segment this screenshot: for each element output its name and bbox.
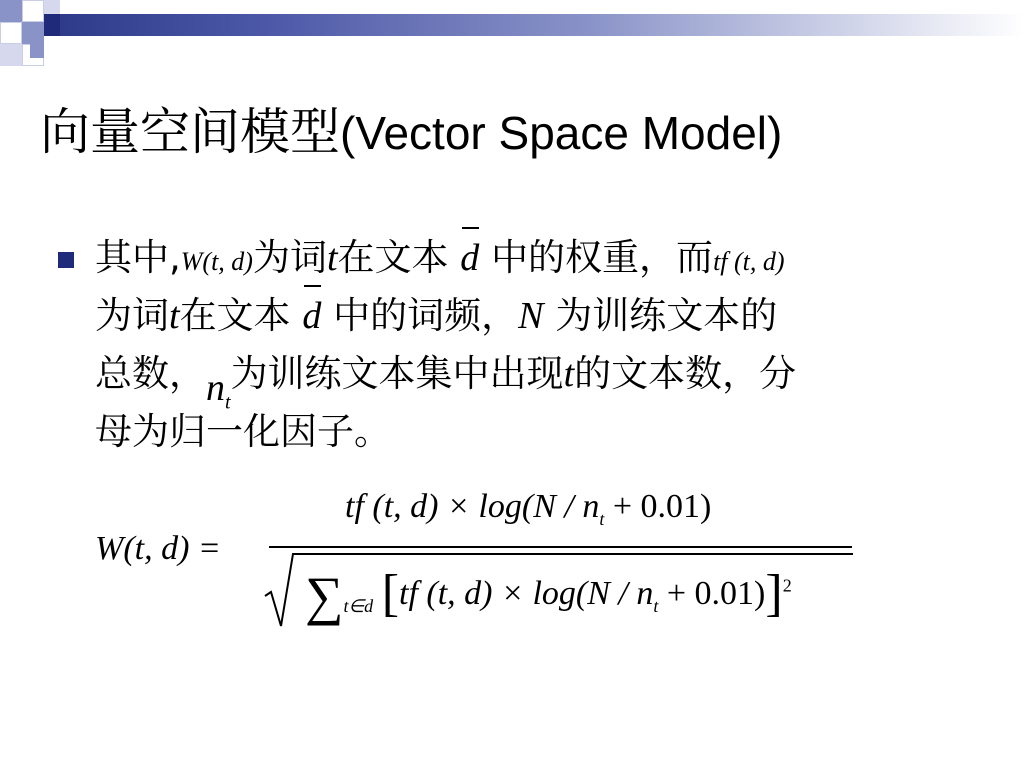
math-t: t xyxy=(563,353,575,395)
math-vector-d: d xyxy=(302,287,321,345)
text-segment: 在文本 xyxy=(337,236,449,279)
sum-symbol: ∑ xyxy=(305,566,344,626)
numerator-text: tf (t, d) × log(N / n xyxy=(345,488,600,525)
deco-square xyxy=(44,14,60,36)
text-segment: 中的词频， xyxy=(333,294,519,337)
text-segment: 其中, xyxy=(95,236,181,279)
deco-square xyxy=(0,44,22,66)
fraction-bar xyxy=(269,546,852,548)
math-n: n xyxy=(206,367,225,409)
deco-square xyxy=(0,22,22,44)
text-segment: 中的权重，而 xyxy=(491,236,714,279)
text-segment: 母为归一化因子。 xyxy=(95,410,391,453)
title-english: (Vector Space Model) xyxy=(340,107,783,159)
formula-numerator xyxy=(345,488,711,530)
numerator-sub: t xyxy=(599,508,605,529)
exponent: 2 xyxy=(782,575,792,596)
formula-denominator xyxy=(305,564,792,627)
math-n-sub: t xyxy=(225,391,231,414)
math-w-td: W(t, d) xyxy=(180,247,253,276)
math-N: N xyxy=(518,295,544,337)
body-paragraph xyxy=(95,229,975,461)
text-segment: 为训练文本集中出现 xyxy=(230,352,564,395)
bracket-open: [ xyxy=(381,565,400,622)
formula-lhs-text: W(t, d) = xyxy=(95,530,221,567)
denominator-sub: t xyxy=(653,595,659,616)
text-segment: 的文本数，分 xyxy=(574,352,797,395)
formula-lhs xyxy=(95,530,221,568)
numerator-tail: + 0.01) xyxy=(612,488,712,525)
paragraph-line-4 xyxy=(95,403,975,461)
deco-square xyxy=(22,22,44,44)
math-t: t xyxy=(169,295,180,337)
bracket-close: ] xyxy=(765,565,783,622)
paragraph-line-3 xyxy=(95,345,975,414)
title-chinese: 向量空间模型 xyxy=(40,103,340,161)
text-segment: 为训练文本的 xyxy=(555,294,778,337)
denominator-tail: + 0.01) xyxy=(666,575,766,612)
paragraph-line-1 xyxy=(95,229,975,287)
slide-title xyxy=(40,92,782,172)
deco-square xyxy=(30,44,44,58)
weight-formula xyxy=(95,488,875,638)
text-segment: 总数， xyxy=(95,352,206,395)
bullet-square-icon xyxy=(58,252,74,268)
text-segment: 为词 xyxy=(95,294,169,337)
paragraph-line-2 xyxy=(95,287,975,345)
text-segment: 在文本 xyxy=(179,294,291,337)
deco-square xyxy=(0,0,22,22)
math-tf-td: tf (t, d) xyxy=(713,247,785,276)
math-vector-d: d xyxy=(460,229,479,287)
text-segment: 为词 xyxy=(252,236,327,279)
header-gradient-bar xyxy=(60,14,1024,36)
sum-subscript: t∈d xyxy=(343,595,374,616)
denominator-text: tf (t, d) × log(N / n xyxy=(399,575,654,612)
math-t: t xyxy=(326,237,338,279)
deco-square xyxy=(22,0,44,22)
